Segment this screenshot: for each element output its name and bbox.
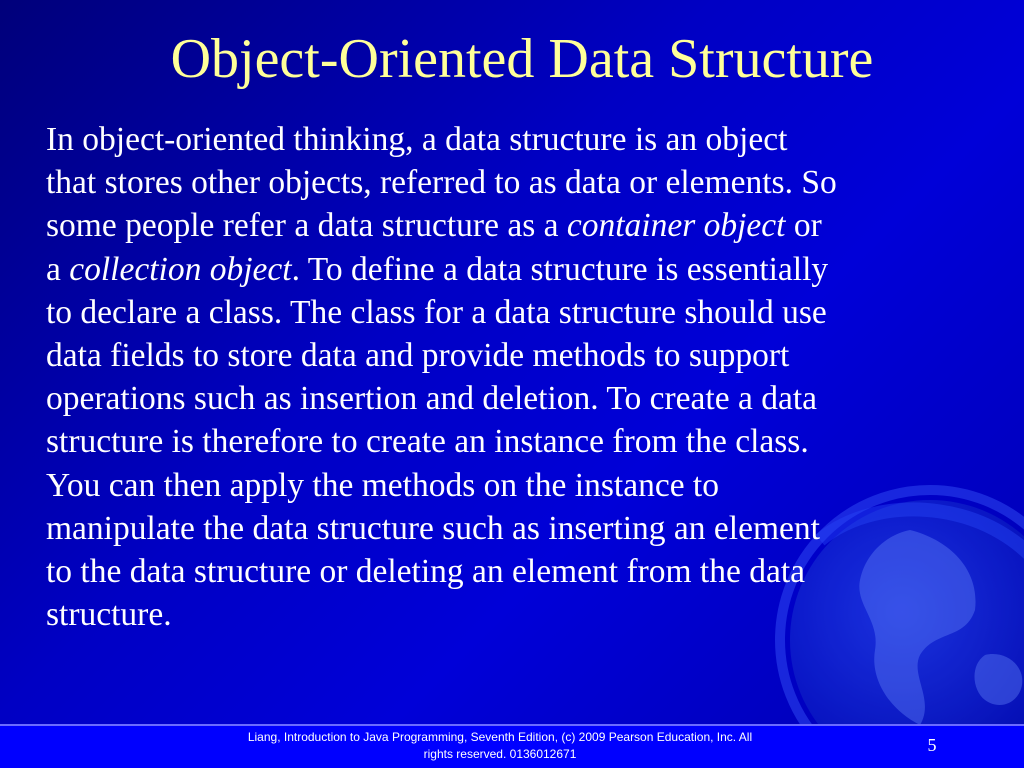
emphasis-collection-object: collection object [69,250,292,288]
body-line: structure. [46,596,172,634]
body-line: manipulate the data structure such as inserting an element [46,509,820,547]
credit-line: Liang, Introduction to Java Programming, Seventh Edition, (c) 2009 Pearson Education, Inc. All [247,730,753,744]
body-line: structure is therefore to create an instance from the class. [46,423,809,461]
slide-body [46,118,991,636]
page-number: 5 [927,735,937,755]
body-text-segment: or [785,207,822,245]
slide-title: Object-Oriented Data Structure [170,28,874,90]
body-line: data fields to store data and provide methods to support [46,337,790,375]
footer-bar [0,724,1024,768]
body-text-segment: a [46,250,70,288]
body-line [46,248,991,291]
body-text-segment: some people refer a data structure as a [46,207,567,245]
body-line [46,204,991,247]
footer-credit [200,729,800,763]
emphasis-container-object: container object [566,207,786,245]
credit-line: rights reserved. 0136012671 [423,747,577,761]
body-line: You can then apply the methods on the instance to [46,466,719,504]
body-line: operations such as insertion and deletion. To create a data [46,380,817,418]
body-line: that stores other objects, referred to as data or elements. So [46,164,837,202]
body-line: to declare a class. The class for a data structure should use [46,293,827,331]
body-text-segment: . To define a data structure is essentially [291,250,829,288]
body-line: In object-oriented thinking, a data structure is an object [46,121,788,158]
body-line: to the data structure or deleting an element from the data [46,553,806,591]
